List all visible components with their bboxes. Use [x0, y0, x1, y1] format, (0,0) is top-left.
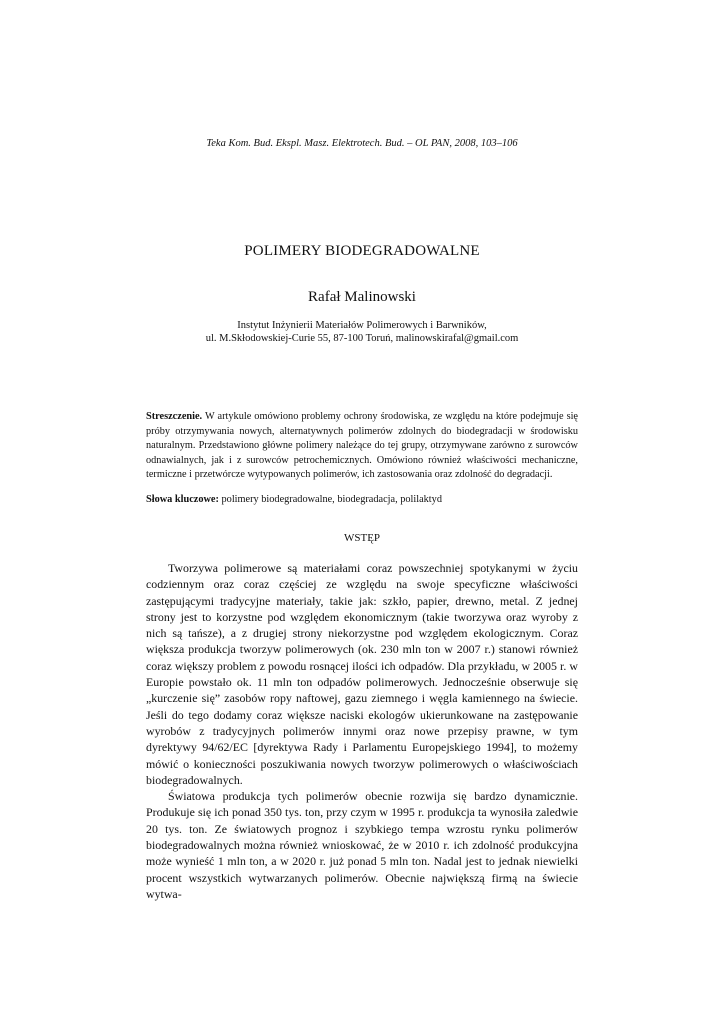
author-name: Rafał Malinowski [308, 289, 416, 305]
keywords-label: Słowa kluczowe: [146, 494, 219, 505]
affiliation-line-2: ul. M.Skłodowskiej-Curie 55, 87-100 Toruń, malinowskirafal@gmail.com [205, 333, 519, 344]
paragraph-2: Światowa produkcja tych polimerów obecnie rozwija się bardzo dynamicznie. Produkuje się ich ponad 350 tys. ton, przy czym w 1995 r. produkcja ta wynosiła zaledwie 20 tys. ton. Ze światowych prognoz i szybkiego tempa wzrostu rynku polimerów biodegradowalnych można również wnioskować, że w 2010 r. ich zdolność produkcyjna może wynieść 1 mln ton, a w 2020 r. już ponad 5 mln ton. Nadal jest to jednak niewielki procent wszystkich wytwarzanych polimerów. Obecnie największą firmą na świecie wytwa- [146, 789, 578, 901]
abstract [146, 410, 578, 483]
affiliation-line-1: Instytut Inżynierii Materiałów Polimerowych i Barwników, [237, 320, 487, 331]
author-affiliation [0, 319, 724, 345]
keywords-text: polimery biodegradowalne, biodegradacja, polilaktyd [221, 494, 442, 505]
article-title: POLIMERY BIODEGRADOWALNE [244, 243, 480, 259]
body-text [146, 560, 578, 902]
abstract-label: Streszczenie. [146, 411, 203, 422]
abstract-text: W artykule omówiono problemy ochrony środowiska, ze względu na które podejmuje się próby otrzymywania nowych, alternatywnych polimerów zdolnych do biodegradacji w środowisku naturalnym. Przedstawiono główne polimery należące do tej grupy, otrzymywane zarówno z surowców odnawialnych, jak i z surowców petrochemicznych. Omówiono również właściwości mechaniczne, termiczne i przetwórcze wytypowanych polimerów, ich zastosowania oraz zdolność do degradacji. [146, 411, 579, 481]
section-heading: WSTĘP [343, 532, 381, 544]
keywords [146, 493, 578, 507]
journal-citation: Teka Kom. Bud. Ekspl. Masz. Elektrotech. Bud. – OL PAN, 2008, 103–106 [206, 138, 518, 149]
paragraph-1: Tworzywa polimerowe są materiałami coraz powszechniej spotykanymi w życiu codziennym oraz coraz częściej ze względu na swoje specyficzne właściwości zastępującymi tradycyjne materiały, takie jak: szkło, papier, drewno, metal. Z jednej strony jest to korzystne pod względem ekonomicznym (takie tworzywa oraz wyroby z nich są tańsze), a z drugiej strony niekorzystne pod względem ekologicznym. Coraz większa produkcja tworzyw polimerowych (ok. 230 mln ton w 2007 r.) stanowi również coraz większy problem z powodu rosnącej ilości ich odpadów. Dla przykładu, w 2005 r. w Europie powstało ok. 11 mln ton odpadów polimerowych. Jednocześnie obserwuje się „kurczenie się” zasobów ropy naftowej, gazu ziemnego i węgla kamiennego na świecie. Jeśli do tego dodamy coraz większe naciski ekologów ukierunkowane na zastępowanie wyrobów z tradycyjnych polimerów innymi oraz nowe przepisy prawne, w tym dyrektywy 94/62/EC [dyrektywa Rady i Parlamentu Europejskiego 1994], to możemy mówić o konieczności poszukiwania nowych tworzyw polimerowych o właściwościach biodegradowalnych. [146, 561, 578, 787]
